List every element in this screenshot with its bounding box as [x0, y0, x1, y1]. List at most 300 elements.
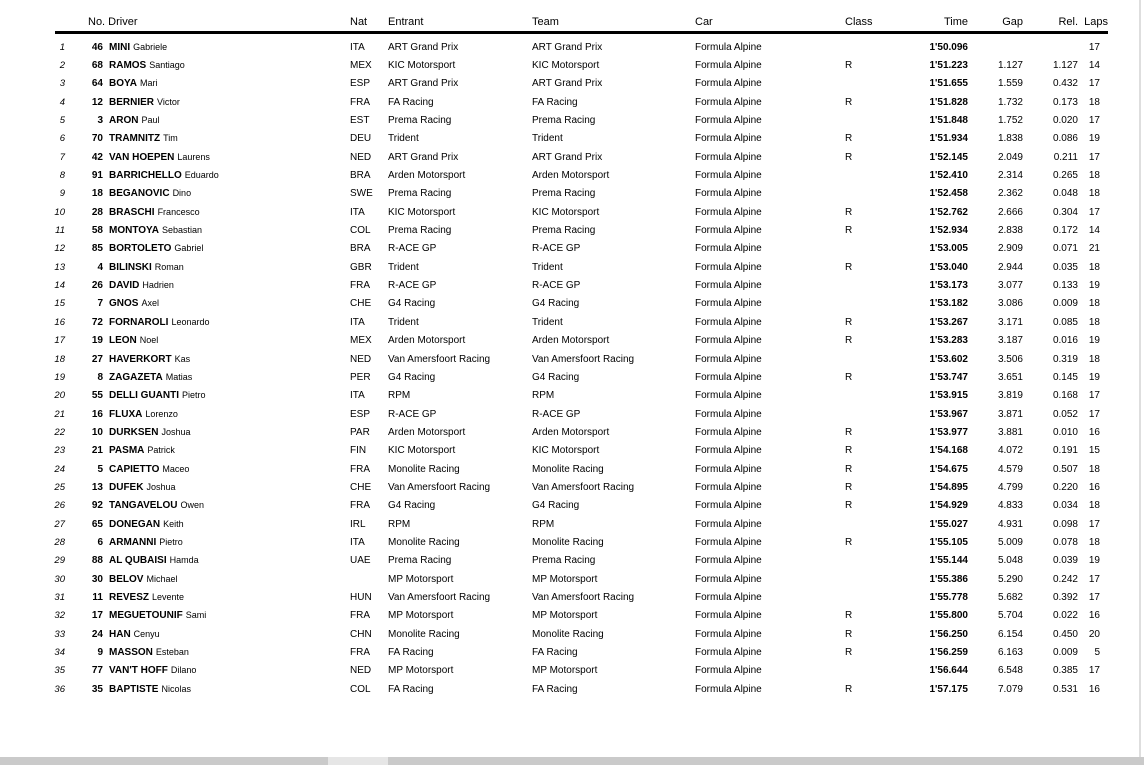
rel-cell: 0.220: [1052, 481, 1078, 493]
car-cell: Formula Alpine: [695, 371, 762, 383]
driver-cell: [104, 574, 350, 585]
driver-cell: [104, 262, 350, 273]
car-cell: Formula Alpine: [695, 60, 762, 72]
rel-cell: 0.034: [1052, 500, 1078, 512]
entrant-cell: Monolite Racing: [388, 463, 460, 475]
time-cell: 1'53.915: [929, 390, 968, 402]
class-cell: R: [845, 536, 853, 548]
time-cell: 1'51.934: [929, 133, 968, 145]
driver-surname: HAVERKORT: [109, 353, 172, 365]
car-number-cell: 3: [97, 115, 103, 127]
header-nat: Nat: [350, 16, 368, 28]
table-row: [0, 38, 1108, 56]
driver-firstname: Keith: [163, 518, 184, 529]
position-cell: 7: [59, 151, 65, 163]
team-cell: Prema Racing: [532, 555, 596, 567]
rel-cell: 1.127: [1052, 60, 1078, 72]
gap-cell: 3.187: [997, 335, 1023, 347]
driver-surname: DUFEK: [109, 481, 144, 493]
rel-cell: 0.009: [1052, 298, 1078, 310]
table-row: [0, 203, 1108, 221]
team-cell: G4 Racing: [532, 500, 580, 512]
table-row: [0, 478, 1108, 496]
class-cell: R: [845, 628, 853, 640]
rel-cell: 0.432: [1052, 78, 1078, 90]
position-cell: 3: [59, 78, 65, 90]
driver-surname: BERNIER: [109, 96, 155, 108]
gap-cell: 1.732: [997, 96, 1023, 108]
car-number-cell: 27: [91, 353, 103, 365]
entrant-cell: MP Motorsport: [388, 573, 454, 585]
entrant-cell: MP Motorsport: [388, 610, 454, 622]
driver-cell: [104, 280, 350, 291]
gap-cell: 6.154: [997, 628, 1023, 640]
car-cell: Formula Alpine: [695, 463, 762, 475]
car-cell: Formula Alpine: [695, 353, 762, 365]
driver-firstname: Cenyu: [133, 628, 160, 639]
time-cell: 1'52.145: [929, 151, 968, 163]
gap-cell: 5.682: [997, 591, 1023, 603]
rel-cell: 0.035: [1052, 261, 1078, 273]
laps-cell: 17: [1088, 573, 1100, 585]
team-cell: RPM: [532, 390, 555, 402]
driver-cell: [104, 647, 350, 658]
entrant-cell: KIC Motorsport: [388, 60, 456, 72]
position-cell: 36: [54, 683, 65, 695]
position-cell: 26: [54, 500, 65, 512]
table-row: [0, 166, 1108, 184]
driver-firstname: Dilano: [170, 665, 197, 676]
header-time: Time: [943, 16, 968, 28]
header-team: Team: [532, 16, 559, 28]
car-number-cell: 13: [91, 481, 103, 493]
time-cell: 1'54.675: [929, 463, 968, 475]
driver-surname: REVESZ: [109, 591, 150, 603]
class-cell: R: [845, 316, 853, 328]
class-cell: R: [845, 481, 853, 493]
header-entrant: Entrant: [388, 16, 424, 28]
position-cell: 32: [54, 610, 65, 622]
team-cell: ART Grand Prix: [532, 78, 603, 90]
entrant-cell: Arden Motorsport: [388, 426, 466, 438]
time-cell: 1'51.848: [929, 115, 968, 127]
gap-cell: 5.704: [997, 610, 1023, 622]
team-cell: R-ACE GP: [532, 280, 581, 292]
laps-cell: 17: [1088, 591, 1100, 603]
driver-firstname: Sebastian: [162, 225, 203, 236]
car-cell: Formula Alpine: [695, 316, 762, 328]
team-cell: KIC Motorsport: [532, 206, 600, 218]
car-cell: Formula Alpine: [695, 390, 762, 402]
driver-firstname: Patrick: [147, 445, 175, 456]
table-row: [0, 258, 1108, 276]
gap-cell: 5.048: [997, 555, 1023, 567]
driver-cell: [104, 42, 350, 53]
header-laps: Laps: [1084, 16, 1108, 28]
driver-firstname: Francesco: [157, 206, 200, 217]
car-cell: Formula Alpine: [695, 96, 762, 108]
car-cell: Formula Alpine: [695, 225, 762, 237]
nationality-cell: DEU: [350, 133, 372, 145]
car-number-cell: 35: [91, 683, 103, 695]
driver-surname: ARMANNI: [109, 536, 157, 548]
driver-firstname: Tim: [163, 133, 178, 144]
driver-surname: MINI: [109, 41, 131, 53]
position-cell: 29: [54, 555, 65, 567]
driver-cell: [104, 133, 350, 144]
driver-firstname: Laurens: [177, 151, 210, 162]
gap-cell: 3.651: [997, 371, 1023, 383]
driver-surname: BILINSKI: [109, 261, 152, 273]
position-cell: 17: [54, 335, 65, 347]
driver-firstname: Joshua: [161, 426, 191, 437]
entrant-cell: Prema Racing: [388, 555, 452, 567]
car-cell: Formula Alpine: [695, 665, 762, 677]
rel-cell: 0.168: [1052, 390, 1078, 402]
team-cell: RPM: [532, 518, 555, 530]
car-number-cell: 12: [91, 96, 103, 108]
entrant-cell: Van Amersfoort Racing: [388, 591, 491, 603]
entrant-cell: Monolite Racing: [388, 536, 460, 548]
time-cell: 1'53.977: [929, 426, 968, 438]
driver-cell: [104, 537, 350, 548]
laps-cell: 14: [1088, 60, 1100, 72]
team-cell: Trident: [532, 316, 563, 328]
table-row: [0, 111, 1108, 129]
driver-surname: TRAMNITZ: [109, 133, 161, 145]
driver-cell: [104, 409, 350, 420]
entrant-cell: Trident: [388, 316, 419, 328]
driver-cell: [104, 445, 350, 456]
team-cell: Arden Motorsport: [532, 426, 610, 438]
driver-firstname: Leonardo: [171, 316, 210, 327]
team-cell: Arden Motorsport: [532, 170, 610, 182]
laps-cell: 18: [1088, 316, 1100, 328]
time-cell: 1'56.250: [929, 628, 968, 640]
nationality-cell: FRA: [350, 500, 370, 512]
horizontal-scrollbar-thumb[interactable]: [328, 757, 388, 765]
car-cell: Formula Alpine: [695, 170, 762, 182]
nationality-cell: CHE: [350, 298, 372, 310]
gap-cell: 2.909: [997, 243, 1023, 255]
car-cell: Formula Alpine: [695, 298, 762, 310]
table-row: [0, 607, 1108, 625]
gap-cell: 5.009: [997, 536, 1023, 548]
rel-cell: 0.211: [1053, 151, 1078, 163]
rel-cell: 0.078: [1052, 536, 1078, 548]
time-cell: 1'53.747: [929, 371, 968, 383]
gap-cell: 3.506: [997, 353, 1023, 365]
nationality-cell: ITA: [350, 316, 365, 328]
position-cell: 27: [54, 518, 65, 530]
driver-cell: [104, 152, 350, 163]
class-cell: R: [845, 500, 853, 512]
class-cell: R: [845, 96, 853, 108]
laps-cell: 16: [1088, 610, 1100, 622]
rel-cell: 0.009: [1052, 647, 1078, 659]
time-cell: 1'55.105: [929, 536, 968, 548]
time-cell: 1'53.967: [929, 408, 968, 420]
car-number-cell: 42: [91, 151, 103, 163]
driver-firstname: Hamda: [169, 555, 199, 566]
nationality-cell: COL: [350, 683, 371, 695]
gap-cell: 2.944: [997, 261, 1023, 273]
nationality-cell: COL: [350, 225, 371, 237]
car-number-cell: 46: [91, 41, 103, 53]
entrant-cell: FA Racing: [388, 647, 434, 659]
rel-cell: 0.392: [1052, 591, 1078, 603]
nationality-cell: ITA: [350, 41, 365, 53]
rel-cell: 0.052: [1052, 408, 1078, 420]
team-cell: MP Motorsport: [532, 665, 598, 677]
gap-cell: 1.752: [997, 115, 1023, 127]
time-cell: 1'56.644: [929, 665, 968, 677]
results-rows: [0, 38, 1108, 698]
time-cell: 1'53.040: [929, 261, 968, 273]
team-cell: R-ACE GP: [532, 243, 581, 255]
table-row: [0, 240, 1108, 258]
time-cell: 1'57.175: [929, 683, 968, 695]
car-number-cell: 77: [91, 665, 103, 677]
car-number-cell: 11: [92, 591, 103, 603]
class-cell: R: [845, 225, 853, 237]
rel-cell: 0.173: [1052, 96, 1078, 108]
time-cell: 1'54.895: [929, 481, 968, 493]
laps-cell: 17: [1088, 206, 1100, 218]
position-cell: 15: [54, 298, 65, 310]
driver-cell: [104, 610, 350, 621]
table-row: [0, 276, 1108, 294]
laps-cell: 20: [1088, 628, 1100, 640]
driver-surname: BELOV: [109, 573, 144, 585]
driver-surname: RAMOS: [109, 60, 147, 72]
position-cell: 14: [54, 280, 65, 292]
car-number-cell: 6: [97, 536, 103, 548]
header-rel: Rel.: [1058, 16, 1078, 28]
laps-cell: 19: [1088, 280, 1100, 292]
driver-cell: [104, 482, 350, 493]
table-header: [0, 12, 1108, 32]
driver-firstname: Nicolas: [161, 683, 191, 694]
entrant-cell: R-ACE GP: [388, 243, 437, 255]
rel-cell: 0.191: [1052, 445, 1078, 457]
entrant-cell: FA Racing: [388, 683, 434, 695]
gap-cell: 2.314: [997, 170, 1023, 182]
time-cell: 1'55.386: [929, 573, 968, 585]
gap-cell: 5.290: [997, 573, 1023, 585]
table-row: [0, 368, 1108, 386]
car-number-cell: 7: [97, 298, 103, 310]
rel-cell: 0.039: [1052, 555, 1078, 567]
time-cell: 1'55.027: [929, 518, 968, 530]
nationality-cell: SWE: [350, 188, 373, 200]
team-cell: Trident: [532, 133, 563, 145]
rel-cell: 0.265: [1052, 170, 1078, 182]
nationality-cell: ITA: [350, 206, 365, 218]
position-cell: 16: [54, 316, 65, 328]
driver-surname: PASMA: [109, 445, 145, 457]
position-cell: 25: [54, 481, 65, 493]
driver-surname: CAPIETTO: [109, 463, 160, 475]
driver-firstname: Lorenzo: [145, 408, 178, 419]
time-cell: 1'51.655: [929, 78, 968, 90]
team-cell: Monolite Racing: [532, 463, 604, 475]
time-cell: 1'53.005: [929, 243, 968, 255]
car-cell: Formula Alpine: [695, 280, 762, 292]
rel-cell: 0.507: [1052, 463, 1078, 475]
horizontal-scrollbar[interactable]: [0, 757, 1144, 765]
team-cell: FA Racing: [532, 96, 578, 108]
position-cell: 31: [54, 591, 65, 603]
rel-cell: 0.086: [1052, 133, 1078, 145]
driver-surname: ZAGAZETA: [109, 371, 163, 383]
driver-firstname: Hadrien: [142, 280, 174, 291]
team-cell: Prema Racing: [532, 188, 596, 200]
class-cell: R: [845, 206, 853, 218]
car-number-cell: 85: [91, 243, 103, 255]
driver-surname: FORNAROLI: [109, 316, 169, 328]
rel-cell: 0.010: [1052, 426, 1078, 438]
gap-cell: 1.559: [997, 78, 1023, 90]
driver-firstname: Michael: [146, 573, 178, 584]
position-cell: 20: [54, 390, 65, 402]
nationality-cell: PER: [350, 371, 371, 383]
position-cell: 28: [54, 536, 65, 548]
driver-cell: [104, 335, 350, 346]
time-cell: 1'52.762: [929, 206, 968, 218]
gap-cell: 6.163: [997, 647, 1023, 659]
nationality-cell: NED: [350, 353, 372, 365]
car-cell: Formula Alpine: [695, 591, 762, 603]
nationality-cell: CHE: [350, 481, 372, 493]
team-cell: ART Grand Prix: [532, 151, 603, 163]
page-edge-line: [1139, 0, 1141, 757]
header-no-driver: No. Driver: [88, 16, 138, 28]
car-cell: Formula Alpine: [695, 133, 762, 145]
car-cell: Formula Alpine: [695, 518, 762, 530]
nationality-cell: FRA: [350, 610, 370, 622]
rel-cell: 0.304: [1052, 206, 1078, 218]
car-number-cell: 92: [91, 500, 103, 512]
team-cell: KIC Motorsport: [532, 445, 600, 457]
driver-firstname: Esteban: [155, 647, 189, 658]
driver-firstname: Maceo: [162, 463, 190, 474]
nationality-cell: BRA: [350, 170, 371, 182]
entrant-cell: ART Grand Prix: [388, 41, 459, 53]
table-row: [0, 533, 1108, 551]
rel-cell: 0.020: [1052, 115, 1078, 127]
rel-cell: 0.071: [1052, 243, 1078, 255]
driver-cell: [104, 170, 350, 181]
car-cell: Formula Alpine: [695, 683, 762, 695]
car-number-cell: 28: [91, 206, 103, 218]
driver-surname: VAN'T HOFF: [109, 665, 168, 677]
time-cell: 1'51.223: [929, 60, 968, 72]
rel-cell: 0.319: [1052, 353, 1078, 365]
position-cell: 30: [54, 573, 65, 585]
class-cell: R: [845, 426, 853, 438]
table-row: [0, 552, 1108, 570]
driver-firstname: Noel: [139, 335, 159, 346]
gap-cell: 1.127: [997, 60, 1023, 72]
laps-cell: 16: [1088, 426, 1100, 438]
driver-firstname: Kas: [174, 353, 191, 364]
laps-cell: 18: [1088, 536, 1100, 548]
driver-firstname: Eduardo: [184, 170, 219, 181]
gap-cell: 2.666: [997, 206, 1023, 218]
class-cell: R: [845, 261, 853, 273]
table-row: [0, 332, 1108, 350]
nationality-cell: FRA: [350, 96, 370, 108]
driver-cell: [104, 97, 350, 108]
position-cell: 23: [54, 445, 65, 457]
team-cell: Van Amersfoort Racing: [532, 591, 635, 603]
car-cell: Formula Alpine: [695, 426, 762, 438]
driver-firstname: Gabriel: [174, 243, 204, 254]
gap-cell: 2.049: [997, 151, 1023, 163]
car-cell: Formula Alpine: [695, 151, 762, 163]
driver-surname: DURKSEN: [109, 426, 159, 438]
team-cell: ART Grand Prix: [532, 41, 603, 53]
position-cell: 34: [54, 647, 65, 659]
car-number-cell: 17: [91, 610, 103, 622]
entrant-cell: Arden Motorsport: [388, 170, 466, 182]
laps-cell: 18: [1088, 188, 1100, 200]
position-cell: 6: [59, 133, 65, 145]
driver-cell: [104, 427, 350, 438]
car-cell: Formula Alpine: [695, 573, 762, 585]
driver-surname: AL QUBAISI: [109, 555, 167, 567]
team-cell: Van Amersfoort Racing: [532, 353, 635, 365]
nationality-cell: PAR: [350, 426, 370, 438]
table-row: [0, 662, 1108, 680]
position-cell: 13: [54, 261, 65, 273]
rel-cell: 0.085: [1052, 316, 1078, 328]
team-cell: MP Motorsport: [532, 573, 598, 585]
driver-surname: DONEGAN: [109, 518, 161, 530]
laps-cell: 19: [1088, 555, 1100, 567]
driver-surname: TANGAVELOU: [109, 500, 178, 512]
driver-firstname: Pietro: [159, 536, 183, 547]
time-cell: 1'53.283: [929, 335, 968, 347]
table-row: [0, 460, 1108, 478]
laps-cell: 18: [1088, 96, 1100, 108]
entrant-cell: Van Amersfoort Racing: [388, 353, 491, 365]
driver-surname: FLUXA: [109, 408, 143, 420]
time-cell: 1'55.800: [929, 610, 968, 622]
car-number-cell: 72: [91, 316, 103, 328]
nationality-cell: UAE: [350, 555, 371, 567]
class-cell: R: [845, 133, 853, 145]
laps-cell: 21: [1088, 243, 1100, 255]
laps-cell: 18: [1088, 500, 1100, 512]
driver-cell: [104, 115, 350, 126]
position-cell: 5: [59, 115, 65, 127]
driver-cell: [104, 592, 350, 603]
time-cell: 1'53.602: [929, 353, 968, 365]
gap-cell: 2.362: [997, 188, 1023, 200]
table-row: [0, 93, 1108, 111]
position-cell: 12: [54, 243, 65, 255]
car-cell: Formula Alpine: [695, 78, 762, 90]
car-number-cell: 91: [91, 170, 103, 182]
car-number-cell: 55: [91, 390, 103, 402]
driver-firstname: Pietro: [182, 390, 206, 401]
table-row: [0, 405, 1108, 423]
driver-cell: [104, 188, 350, 199]
position-cell: 24: [54, 463, 65, 475]
laps-cell: 14: [1088, 225, 1100, 237]
